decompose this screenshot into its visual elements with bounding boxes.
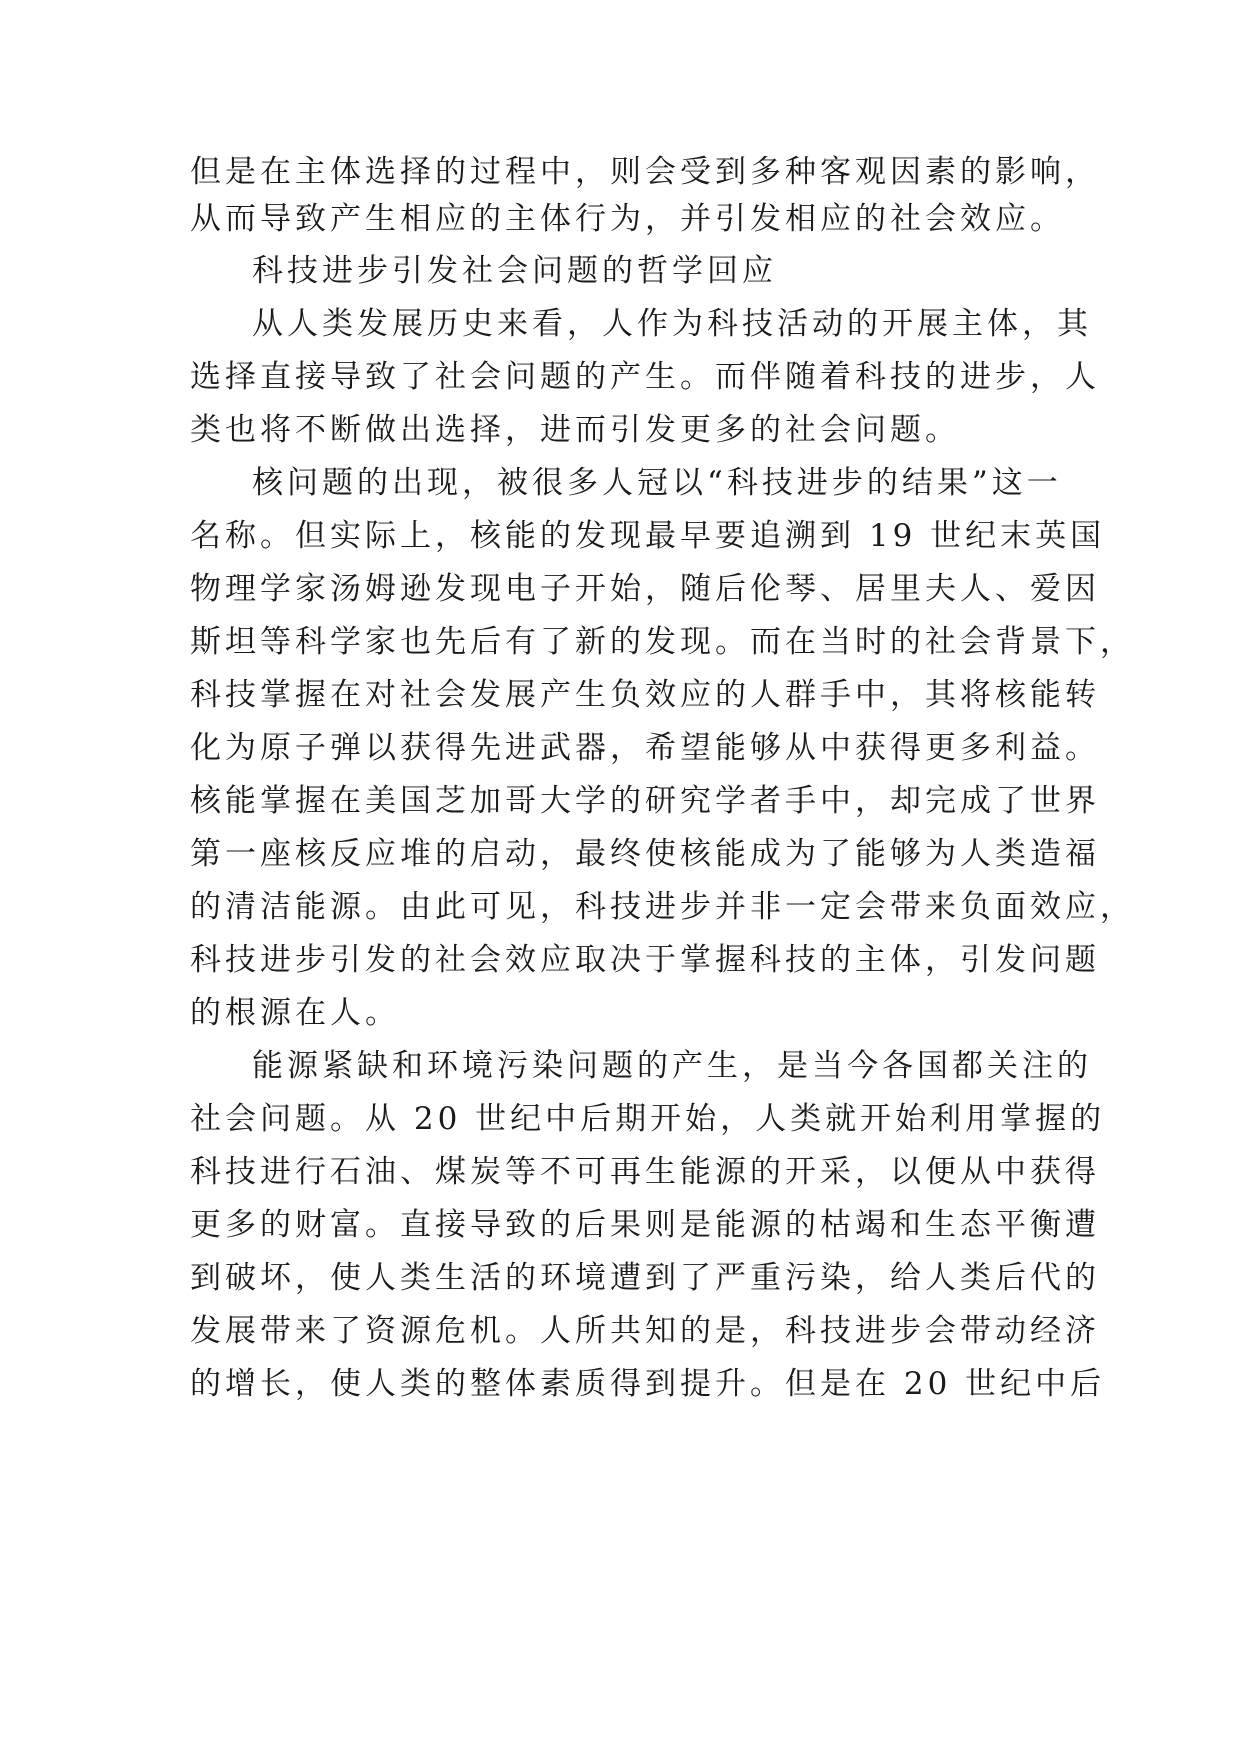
section-heading: 科技进步引发社会问题的哲学回应 [252,253,777,289]
text-line: 社会问题。从 20 世纪中后期开始，人类就开始利用掌握的 [190,1101,1106,1137]
text-line: 到破坏，使人类生活的环境遭到了严重污染，给人类后代的 [190,1260,1100,1296]
text-line: 选择直接导致了社会问题的产生。而伴随着科技的进步，人 [190,359,1100,395]
text-line: 但是在主体选择的过程中，则会受到多种客观因素的影响， [190,154,1100,190]
text-line: 的增长，使人类的整体素质得到提升。但是在 20 世纪中后 [190,1366,1106,1402]
text-line: 科技掌握在对社会发展产生负效应的人群手中，其将核能转 [190,677,1100,713]
text-line: 物理学家汤姆逊发现电子开始，随后伦琴、居里夫人、爱因 [190,571,1100,607]
text-line: 能源紧缺和环境污染问题的产生，是当今各国都关注的 [252,1048,1092,1084]
text-line: 的清洁能源。由此可见，科技进步并非一定会带来负面效应， [190,889,1135,925]
text-line: 类也将不断做出选择，进而引发更多的社会问题。 [190,412,960,448]
text-line: 核能掌握在美国芝加哥大学的研究学者手中，却完成了世界 [190,783,1100,819]
text-line: 的根源在人。 [190,995,400,1031]
text-line: 名称。但实际上，核能的发现最早要追溯到 19 世纪末英国 [190,518,1106,554]
text-line: 科技进步引发的社会效应取决于掌握科技的主体，引发问题 [190,942,1100,978]
text-line: 从而导致产生相应的主体行为，并引发相应的社会效应。 [190,201,1065,237]
text-line: 从人类发展历史来看，人作为科技活动的开展主体，其 [252,306,1092,342]
text-line: 科技进行石油、煤炭等不可再生能源的开采，以便从中获得 [190,1154,1100,1190]
text-line: 核问题的出现，被很多人冠以“科技进步的结果”这一 [252,465,1062,501]
text-line: 斯坦等科学家也先后有了新的发现。而在当时的社会背景下， [190,624,1135,660]
text-line: 第一座核反应堆的启动，最终使核能成为了能够为人类造福 [190,836,1100,872]
text-line: 发展带来了资源危机。人所共知的是，科技进步会带动经济 [190,1313,1100,1349]
text-line: 化为原子弹以获得先进武器，希望能够从中获得更多利益。 [190,730,1100,766]
text-line: 更多的财富。直接导致的后果则是能源的枯竭和生态平衡遭 [190,1207,1100,1243]
